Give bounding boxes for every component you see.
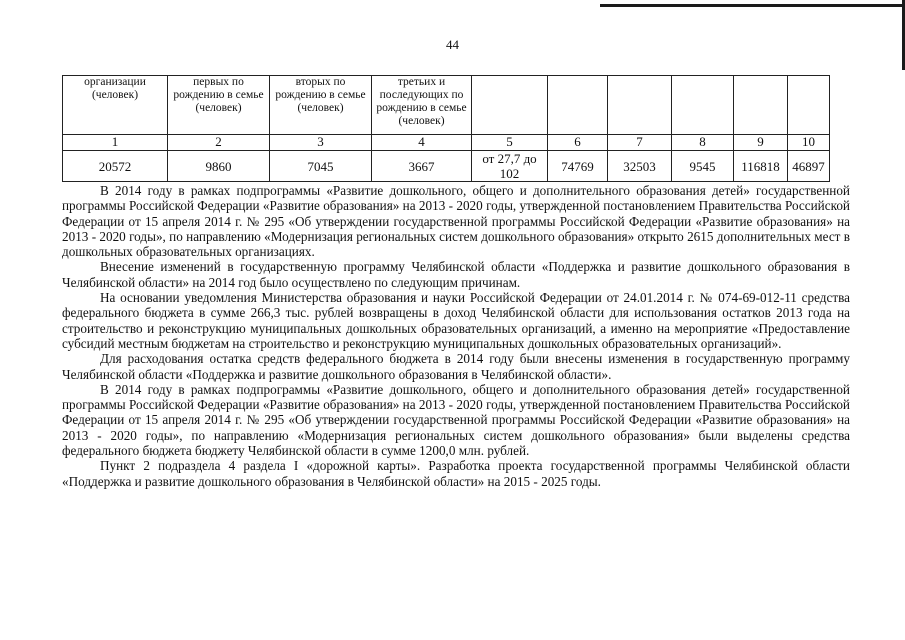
column-number-cell: 4 bbox=[372, 135, 472, 151]
value-cell: 46897 bbox=[788, 151, 830, 182]
header-cell: организации (человек) bbox=[63, 76, 168, 135]
paragraph: Пункт 2 подраздела 4 раздела I «дорожной карты». Разработка проекта государственной программы Челябинской области «Поддержка и развитие дошкольного образования в Челябинской области» на 2015 - 2025 годы. bbox=[62, 458, 850, 489]
header-cell bbox=[472, 76, 548, 135]
statistics-table bbox=[62, 75, 830, 182]
document-body bbox=[62, 183, 850, 489]
column-number-cell: 5 bbox=[472, 135, 548, 151]
header-cell bbox=[734, 76, 788, 135]
paragraph: В 2014 году в рамках подпрограммы «Развитие дошкольного, общего и дополнительного образования детей» государственной программы Российской Федерации «Развитие образования» на 2013 - 2020 годы, утвержденной постановлением Правительства Российской Федерации от 15 апреля 2014 г. № 295 «Об утверждении государственной программы Российской Федерации «Развитие образования» на 2013 - 2020 годы», по направлению «Модернизация региональных систем дошкольного образования» были выделены средства федерального бюджета бюджету Челябинской области в сумме 1200,0 млн. рублей. bbox=[62, 381, 850, 459]
table-column-number-row bbox=[63, 135, 830, 151]
value-cell: 20572 bbox=[63, 151, 168, 182]
table-header-row bbox=[63, 76, 830, 135]
value-cell: 3667 bbox=[372, 151, 472, 182]
header-cell bbox=[672, 76, 734, 135]
column-number-cell: 6 bbox=[548, 135, 608, 151]
value-cell: 9545 bbox=[672, 151, 734, 182]
value-cell: от 27,7 до 102 bbox=[472, 151, 548, 182]
header-cell bbox=[548, 76, 608, 135]
header-cell bbox=[608, 76, 672, 135]
paragraph: Для расходования остатка средств федерального бюджета в 2014 году были внесены изменения в государственную программу Челябинской области «Поддержка и развитие дошкольного образования в Челябинской области». bbox=[62, 351, 850, 382]
paragraph: На основании уведомления Министерства образования и науки Российской Федерации от 24.01.2014 г. № 074-69-012-11 средства федерального бюджета в сумме 266,3 тыс. рублей возвращены в доход Челябинской области для использования остатков 2013 года на строительство и реконструкцию муниципальных дошкольных образовательных организаций, а именно на мероприятие «Предоставление субсидий местным бюджетам на строительство и реконструкцию муниципальных дошкольных образовательных организаций». bbox=[62, 290, 850, 351]
column-number-cell: 1 bbox=[63, 135, 168, 151]
header-cell: третьих и последующих по рождению в семье (человек) bbox=[372, 76, 472, 135]
value-cell: 32503 bbox=[608, 151, 672, 182]
column-number-cell: 7 bbox=[608, 135, 672, 151]
value-cell: 116818 bbox=[734, 151, 788, 182]
column-number-cell: 9 bbox=[734, 135, 788, 151]
header-cell: вторых по рождению в семье (человек) bbox=[270, 76, 372, 135]
top-scan-bar bbox=[600, 4, 905, 7]
page-number: 44 bbox=[446, 37, 459, 52]
header-cell bbox=[788, 76, 830, 135]
column-number-cell: 10 bbox=[788, 135, 830, 151]
paragraph: В 2014 году в рамках подпрограммы «Развитие дошкольного, общего и дополнительного образования детей» государственной программы Российской Федерации «Развитие образования» на 2013 - 2020 годы, утвержденной постановлением Правительства Российской Федерации от 15 апреля 2014 г. № 295 «Об утверждении государственной программы Российской Федерации «Развитие образования» на 2013 - 2020 годы», по направлению «Модернизация региональных систем дошкольного образования» открыто 2615 дополнительных мест в дошкольных образовательных организациях. bbox=[62, 183, 850, 260]
column-number-cell: 8 bbox=[672, 135, 734, 151]
value-cell: 9860 bbox=[168, 151, 270, 182]
header-cell: первых по рождению в семье (человек) bbox=[168, 76, 270, 135]
paragraph: Внесение изменений в государственную программу Челябинской области «Поддержка и развитие дошкольного образования в Челябинской области» на 2014 год было осуществлено по следующим причинам. bbox=[62, 259, 850, 290]
table-row bbox=[63, 151, 830, 182]
column-number-cell: 2 bbox=[168, 135, 270, 151]
column-number-cell: 3 bbox=[270, 135, 372, 151]
value-cell: 74769 bbox=[548, 151, 608, 182]
value-cell: 7045 bbox=[270, 151, 372, 182]
